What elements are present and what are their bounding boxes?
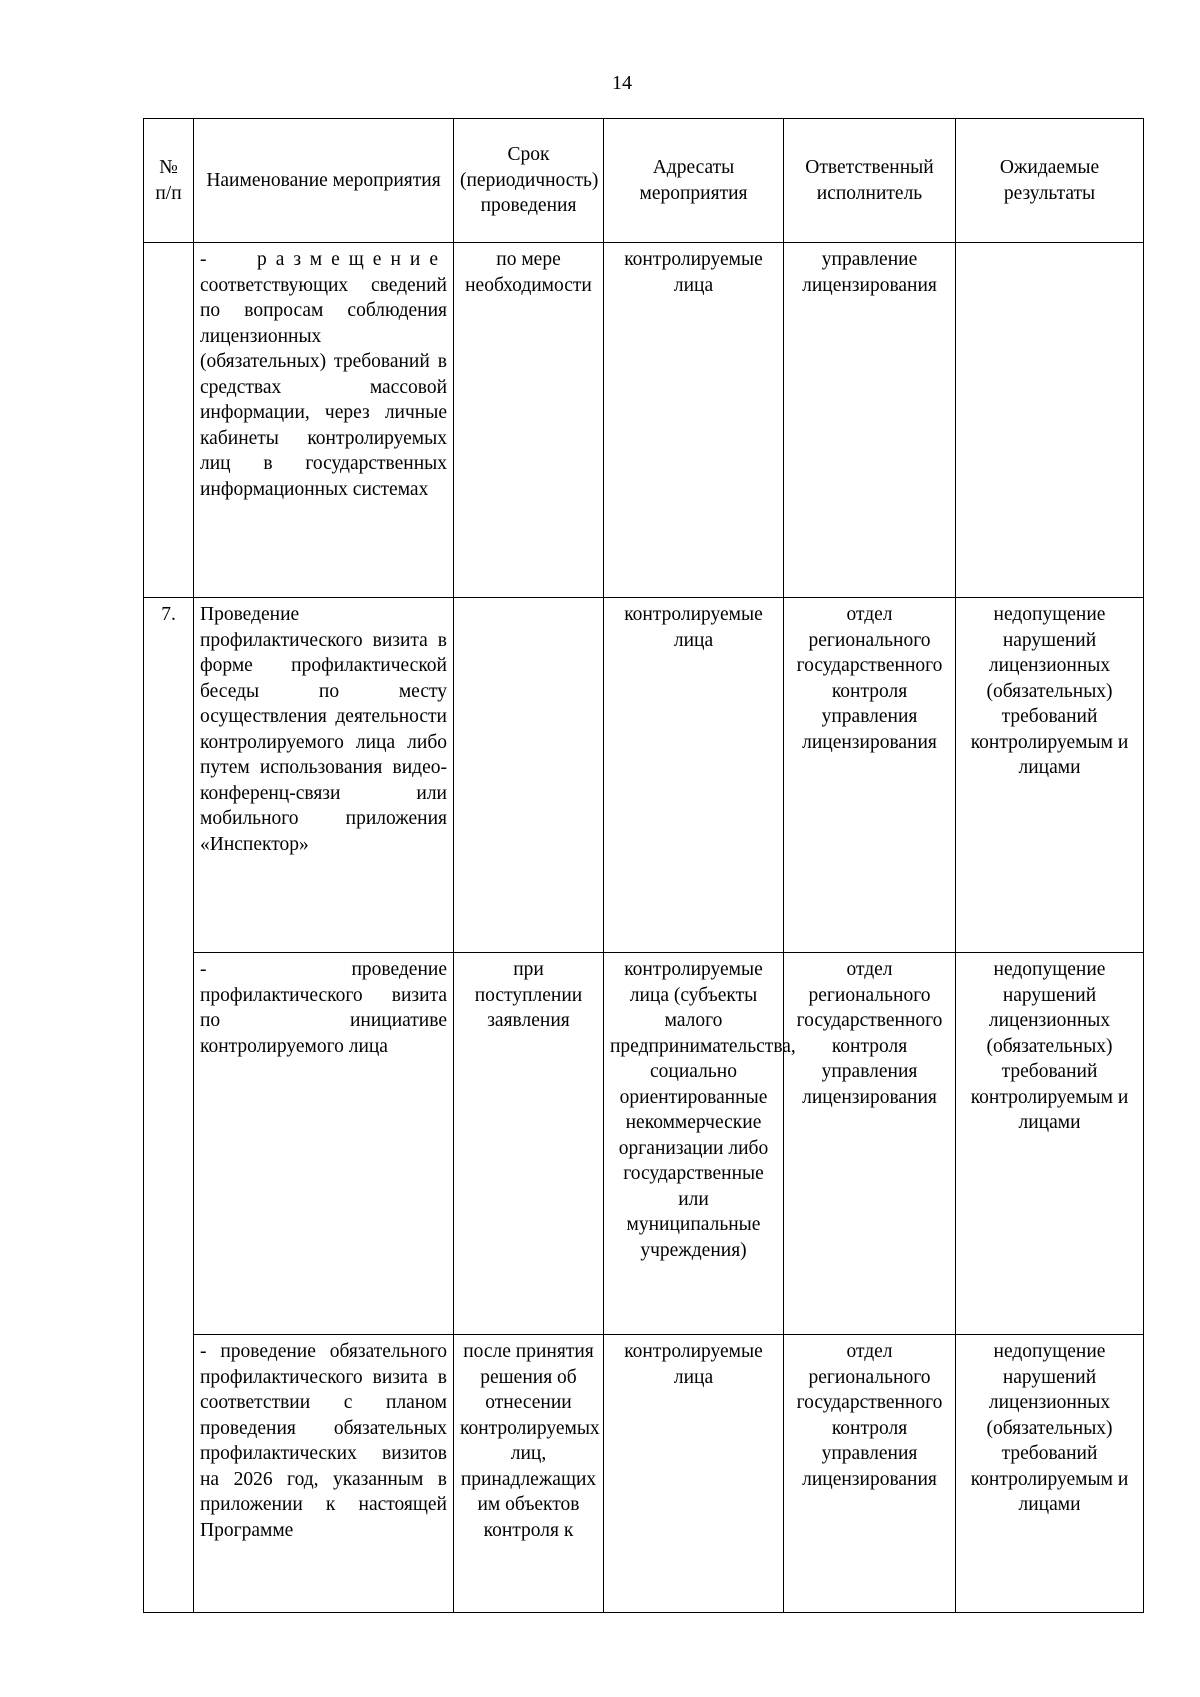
header-addressees: Адресаты мероприятия — [604, 119, 784, 243]
header-results: Ожидаемые результаты — [956, 119, 1144, 243]
row-addressees: контролируемые лица (субъекты малого предпринимательства, социально ориентированные некоммерческие организации либо государственные или муниципальные учреждения) — [604, 953, 784, 1335]
row-term — [454, 598, 604, 953]
row-addressees: контролируемые лица — [604, 1335, 784, 1613]
row-num: 7. — [144, 598, 194, 1613]
table-row — [144, 243, 1144, 598]
table-row — [144, 1335, 1144, 1613]
header-term: Срок (периодичность) проведения — [454, 119, 604, 243]
page-number: 14 — [612, 72, 632, 94]
header-num: № п/п — [144, 119, 194, 243]
row-executor: отдел регионального государственного контроля управления лицензирования — [784, 598, 956, 953]
row-term: по мере необходимости — [454, 243, 604, 598]
row-results: недопущение нарушений лицензионных (обязательных) требований контролируемым и лицами — [956, 953, 1144, 1335]
row-name-lead: - размещение — [200, 249, 447, 270]
table-header-row — [144, 119, 1144, 243]
row-num — [144, 243, 194, 598]
row-results — [956, 243, 1144, 598]
events-table — [143, 118, 1144, 1613]
row-name: - проведение обязательного профилактического визита в соответствии с планом проведения обязательных профилактических визитов на 2026 год, указанным в приложении к настоящей Программе — [194, 1335, 454, 1613]
row-executor: отдел регионального государственного контроля управления лицензирования — [784, 1335, 956, 1613]
row-term: после принятия решения об отнесении контролируемых лиц, принадлежащих им объектов контроля к — [454, 1335, 604, 1613]
row-addressees: контролируемые лица — [604, 598, 784, 953]
header-executor: Ответственный исполнитель — [784, 119, 956, 243]
table-row — [144, 953, 1144, 1335]
row-results: недопущение нарушений лицензионных (обязательных) требований контролируемым и лицами — [956, 598, 1144, 953]
row-name: - проведение профилактического визита по инициативе контролируемого лица — [194, 953, 454, 1335]
row-name-text: соответствующих сведений по вопросам соблюдения лицензионных (обязательных) требований в средствах массовой информации, через личные кабинеты контролируемых лиц в государственных информационных системах — [200, 274, 447, 500]
row-name: Проведение профилактического визита в форме профилактической беседы по месту осуществления деятельности контролируемого лица либо путем использования видео-конференц-связи или мобильного приложения «Инспектор» — [194, 598, 454, 953]
row-term: при поступлении заявления — [454, 953, 604, 1335]
row-executor: управление лицензирования — [784, 243, 956, 598]
row-name — [194, 243, 454, 598]
table-row — [144, 598, 1144, 953]
header-name: Наименование мероприятия — [194, 119, 454, 243]
row-addressees: контролируемые лица — [604, 243, 784, 598]
row-results: недопущение нарушений лицензионных (обязательных) требований контролируемым и лицами — [956, 1335, 1144, 1613]
row-executor: отдел регионального государственного контроля управления лицензирования — [784, 953, 956, 1335]
